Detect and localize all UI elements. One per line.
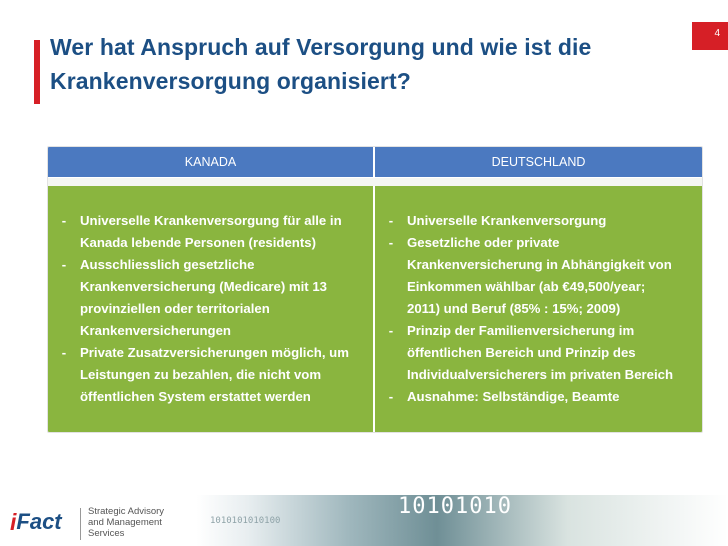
list-item-line	[375, 342, 702, 364]
company-tagline	[88, 506, 164, 539]
bullet-dash	[375, 364, 407, 386]
list-item-text: Ausnahme: Selbständige, Beamte	[407, 389, 620, 404]
bullet-dash	[375, 298, 407, 320]
bullet-dash	[375, 254, 407, 276]
tagline-line-3: Services	[88, 528, 125, 539]
bullet-dash	[48, 364, 80, 386]
slide-number-badge	[692, 22, 728, 50]
list-item-text: Kanada lebende Personen (residents)	[80, 235, 316, 250]
bullet-dash	[48, 232, 80, 254]
header-kanada: KANADA	[48, 147, 375, 177]
list-item-text: 2011) und Beruf (85% : 15%; 2009)	[407, 301, 621, 316]
list-item-text: provinziellen oder territorialen	[80, 301, 270, 316]
list-item-line	[48, 232, 373, 254]
list-item-text: Private Zusatzversicherungen möglich, um	[80, 345, 349, 360]
list-item-line	[48, 364, 373, 386]
deutschland-cell	[375, 186, 702, 433]
slide-title-line-2: Krankenversorgung organisiert?	[50, 68, 411, 94]
comparison-table	[47, 146, 703, 433]
bullet-dash: -	[388, 389, 394, 404]
list-item-line	[48, 254, 373, 276]
list-item-text: öffentlichen System erstattet werden	[80, 389, 311, 404]
list-item-line	[375, 276, 702, 298]
ifact-logo	[10, 507, 76, 537]
bullet-dash	[375, 276, 407, 298]
slide-title	[50, 30, 670, 98]
bullet-dash: -	[61, 257, 67, 272]
logo-divider	[80, 508, 81, 540]
title-accent-bar	[34, 40, 40, 104]
bullet-dash: -	[388, 235, 394, 250]
bullet-dash	[375, 342, 407, 364]
list-item-text: Krankenversicherung in Abhängigkeit von	[407, 257, 672, 272]
list-item-line	[375, 320, 702, 342]
table-spacer	[48, 178, 702, 186]
list-item-text: Individualversicherers im privaten Bereich	[407, 367, 674, 382]
bullet-dash	[48, 276, 80, 298]
list-item-text: Ausschliesslich gesetzliche	[80, 257, 255, 272]
list-item-text: Leistungen zu bezahlen, die nicht vom	[80, 367, 322, 382]
logo-fact: Fact	[16, 509, 62, 534]
slide-title-line-1: Wer hat Anspruch auf Versorgung und wie ist die	[50, 34, 592, 60]
list-item-text: Einkommen wählbar (ab €49,500/year;	[407, 279, 646, 294]
slide-number: 4	[714, 28, 720, 39]
logo-i: i	[10, 508, 17, 535]
list-item-text: Gesetzliche oder private	[407, 235, 560, 250]
bullet-dash	[48, 386, 80, 408]
header-deutschland: DEUTSCHLAND	[491, 155, 586, 169]
footer-binary-big: 10101010	[398, 494, 512, 519]
list-item-text: Krankenversicherung (Medicare) mit 13	[80, 279, 327, 294]
kanada-cell	[48, 186, 375, 433]
list-item-line	[375, 210, 702, 232]
list-item-text: Krankenversicherungen	[80, 323, 231, 338]
list-item-text: Prinzip der Familienversicherung im	[407, 323, 635, 338]
list-item-text: Universelle Krankenversorgung	[407, 213, 607, 228]
list-item-line	[48, 320, 373, 342]
list-item-line	[375, 232, 702, 254]
bullet-dash: -	[61, 213, 67, 228]
bullet-dash: -	[388, 323, 394, 338]
tagline-line-1: Strategic Advisory	[88, 506, 165, 517]
list-item-line	[375, 254, 702, 276]
list-item-line	[375, 298, 702, 320]
list-item-line	[375, 364, 702, 386]
list-item-line	[48, 386, 373, 408]
list-item-line	[48, 298, 373, 320]
footer-binary-small: 1010101010100	[210, 516, 281, 526]
bullet-dash: -	[388, 213, 394, 228]
bullet-dash	[48, 298, 80, 320]
list-item-line	[48, 276, 373, 298]
list-item-line	[48, 210, 373, 232]
bullet-dash	[48, 320, 80, 342]
list-item-text: öffentlichen Bereich und Prinzip des	[407, 345, 636, 360]
list-item-text: Universelle Krankenversorgung für alle in	[80, 213, 342, 228]
tagline-line-2: and Management	[88, 517, 162, 528]
table-body-row	[48, 186, 702, 433]
bullet-dash: -	[61, 345, 67, 360]
table-header-row	[48, 147, 702, 178]
list-item-line	[48, 342, 373, 364]
list-item-line	[375, 386, 702, 408]
